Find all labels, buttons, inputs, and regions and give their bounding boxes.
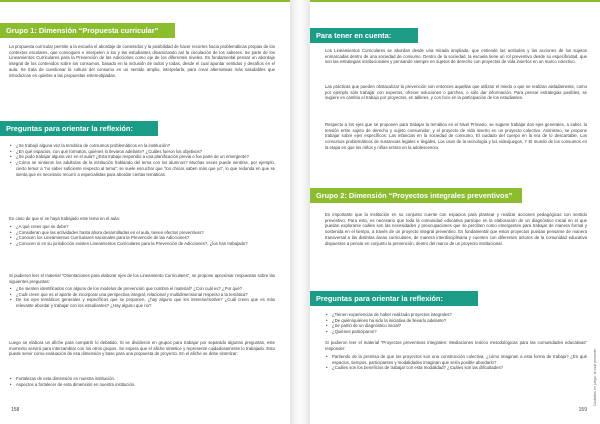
question-item <box>9 160 275 177</box>
page-number-left: 158 <box>11 407 20 413</box>
question-item <box>325 354 587 365</box>
note-paragraph-1: Los Lineamientos Curriculares se abordan desde una mirada ampliada, que entiende las actitudes y las acciones de los sujetos enmarcadas dentro de una sociedad de consumo. Dentro de la sociedad, la escuela tiene un rol preventivo desde su especificidad, que son las estrategias institucionales y pensando siempre en sujetos de derecho con proyectos de vida insertos en un marco colectivo. <box>325 48 587 65</box>
bullet-icon: • <box>10 291 12 297</box>
question-item-text: ¿En qué espacios, con qué formatos, quiénes lo llevaron adelante? ¿Cuáles fueron los objetivos? <box>16 148 203 154</box>
question-item-text: ¿Se sienten identificados con alguno de los modelos de prevención que nombra el material? ¿Con cuál es? ¿Por qué? <box>16 286 243 291</box>
question-list-5 <box>325 354 587 371</box>
question-item <box>9 241 275 247</box>
question-list-4 <box>325 312 587 335</box>
question-item-text: ¿Tienen experiencias de haber realizado proyectos integrales? <box>332 312 452 317</box>
question-item <box>9 297 275 308</box>
question-item-text: ¿Quiénes participaron? <box>332 329 377 335</box>
bullet-icon: • <box>10 160 12 166</box>
question-item-text: De los ejes temáticos generales y específicos que se proponen, ¿hay alguno que les interese/motive? ¿Cuál creen que es más relevante abordar y trabajar con los estudiantes? ¿Hay alguno que no? <box>16 297 275 309</box>
case-intro: En caso de que sí se haya trabajado este tema en el aula: <box>9 216 120 221</box>
bullet-icon: • <box>10 224 12 229</box>
material-intro-right: Si pudieron leer el material “Proyectos preventivos integrales: Mediaciones teórico metodológicas para las comunidades educativas” responder: <box>325 340 587 351</box>
book-gutter <box>290 0 310 424</box>
summary-item <box>9 382 275 388</box>
note-paragraph-2: Las prácticas que pueden obstaculizar la prevención son entonces aquellas que utilizan el miedo o que se realizan aisladamente, como por ejemplo sólo trabajar con expertos, ofrecer soluciones o parches, o sólo dar información. Para pensar estrategias posibles, se sugiere en cambio el trabajo por proyectos, en talleres, y con foco en la participación de los estudiantes. <box>325 84 587 101</box>
group1-intro: La propuesta curricular permite a la escuela el abordaje de contenidos y la posibilidad de hacer recortes hacia problemáticas propias de los contextos escolares, que convoquen e interpelen a los y las estudiantes dinamizando así la circulación de los saberes. Se parte de los Lineamientos Curriculares para la Prevención de las Adicciones como eje de los diferentes niveles. Es fundamental pensar un abordaje integral de los contenidos sobre los consumos, basado en la inclusión de todos y todas, desde el cual apuntar sentidos y desafíos en el aula. Se trata de cuestionar la cultura del consumo en un sentido amplio, interpelarla, para crear alternativas más saludables que introduzcan en quiebre a las propuestas estereotipadas. <box>9 44 275 78</box>
bullet-icon: • <box>326 354 328 359</box>
question-list-2 <box>9 224 275 247</box>
questions-heading-right: Preguntas para orientar la reflexión: <box>310 291 478 306</box>
top-rule <box>0 0 290 2</box>
question-item-text: ¿Se partió de un diagnóstico inicial? <box>332 323 402 329</box>
left-page <box>0 0 290 424</box>
questions-heading-left: Preguntas para orientar la reflexión: <box>0 121 158 136</box>
group2-intro: Es importante que la institución en su conjunto cuente con espacios para plantear y realizar acciones pedagógicas con sentido preventivo. Para esto, es necesario que toda la comunidad educativa participe en la elaboración de un diagnóstico inicial en el que puedan explorarse cuáles son las necesidades y preocupaciones que se perciben como emergentes para trabajar de manera formal y sostenida en el tiempo, a través de un proyecto integral preventivo. Es fundamental que estos proyectos puedan pensarse de manera transversal a las distintas áreas curriculares, de manera interdisciplinaria y cuenten con diferentes actores de la comunidad educativa dispuestos a pensar en conjunto la prevención, dentro del marco de un proyecto institucional. <box>325 212 587 246</box>
question-item-text: ¿Consideran que las actividades hasta ahora desarrolladas en el aula, tienen efectos preventivos? <box>16 229 204 235</box>
question-item-text: ¿De quién/quiénes ha sido la iniciativa de llevarlo adelante? <box>332 317 447 323</box>
question-item-text: ¿Conocen si en su jurisdicción existen Lineamientos Curriculares para la Prevención de Adicciones?, ¿los han trabajado? <box>16 241 248 247</box>
bullet-icon: • <box>326 323 328 329</box>
side-caption: Cuidados en juego, al cual presente. <box>593 347 597 406</box>
group1-heading: Grupo 1: Dimensión “Propuesta curricular” <box>0 23 175 38</box>
poster-instructions: Luego se elabora un afiche para compartir lo debatido. Si se dividieron en grupos para trabajar por separado algunas preguntas, este momento servirá para intercambiar con los otros grupos. Se espera que el afiche sintetice y represente cuidadosamente lo trabajado. Esto puede servir como evaluación de esa dimensión y base para una propuesta de proyecto. En el afiche se debe sintetizar: <box>9 340 275 357</box>
summary-item-text: Aspectos a fortalecer de esta dimensión en nuestra institución. <box>16 381 136 387</box>
bullet-icon: • <box>326 312 328 317</box>
bullet-icon: • <box>10 148 12 154</box>
question-item-text: ¿Se trabajó alguna vez la temática de consumos problemáticos en la institución? <box>16 143 171 148</box>
summary-list <box>9 376 275 387</box>
page-number-right: 159 <box>578 407 587 413</box>
bullet-icon: • <box>10 143 12 148</box>
bullet-icon: • <box>326 329 328 335</box>
question-item-text: Partiendo de la premisa de que los proyectos son una construcción colectiva, ¿cómo imaginan a esta forma de trabajo? ¿En qué espacios, tiempos, participantes y modalidades imaginan que sería posible abordarlo? <box>332 354 587 365</box>
bullet-icon: • <box>10 235 12 241</box>
bullet-icon: • <box>10 297 12 303</box>
bullet-icon: • <box>10 286 12 291</box>
top-rule <box>310 0 600 2</box>
group2-heading: Grupo 2: Dimensión “Proyectos integrales preventivos” <box>310 188 522 203</box>
bullet-icon: • <box>10 154 12 160</box>
question-item-text: ¿A qué crees que se debe? <box>16 224 69 229</box>
summary-item-text: Fortalezas de esta dimensión en nuestra institución. <box>16 376 116 381</box>
question-item-text: ¿Cómo se sintieron los adulto/as de la institución hablando del tema con los alumnos? Muchas veces puede sentirse, por ejemplo, cierto temor a “no saber suficiente respecto al tema”; se suele escuchar que “los chicos saben más que yo”, lo que redunda en que se sienta que es necesario recurrir a especialistas para abordar ciertas temáticas. <box>16 160 275 177</box>
question-list-1 <box>9 143 275 177</box>
note-heading: Para tener en cuenta: <box>310 28 418 43</box>
question-item <box>325 329 587 335</box>
bullet-icon: • <box>326 365 328 371</box>
note-paragraph-3: Respecto a los ejes que se proponen para trabajar la temática en el Nivel Primario, se sugiere trabajar dos ejes generales, a saber, la tensión entre sujeto de derecho y sujeto consumidor, y el proyecto de vida inserto en un proyecto colectivo. Asimismo, se propone trabajar sobre ejes específicos: Las infancias en la sociedad de consumo, El cuidado del cuerpo en la era de lo descartable, Los consumos problemáticos de sustancias legales e ilegales, Los usos de la tecnología y los videojuegos, Y El mundo de los consumos en la etapa en que los niños y niñas entran en la adolescencia. <box>325 122 587 150</box>
question-list-3 <box>9 286 275 309</box>
question-item-text: ¿Cuáles son los beneficios de trabajar con esta modalidad? ¿Cuáles son las dificultades? <box>332 365 504 371</box>
question-item-text: ¿Cuál creen que es el aporte de incorporar una perspectiva integral, relacional y multidimensional respecto a la temática? <box>16 291 248 297</box>
bullet-icon: • <box>10 376 12 381</box>
bullet-icon: • <box>10 381 12 387</box>
question-item <box>325 365 587 371</box>
bullet-icon: • <box>326 317 328 323</box>
bullet-icon: • <box>10 241 12 247</box>
material-intro: Si pudieron leer el material “Orientaciones para elaborar ejes de los Lineamiento Curriculares”, se propone aproximar respuestas sobre las siguientes preguntas: <box>9 273 275 284</box>
bullet-icon: • <box>10 229 12 235</box>
question-item-text: ¿Conocen los Lineamientos Curriculares nacionales para la Prevención de las Adicciones? <box>16 235 190 241</box>
question-item-text: ¿Se pudo trabajar alguna vez en el aula? ¿Esta trabajo respondió a una planificación previa o fue parte de un emergente? <box>16 154 249 160</box>
right-page <box>310 0 600 424</box>
